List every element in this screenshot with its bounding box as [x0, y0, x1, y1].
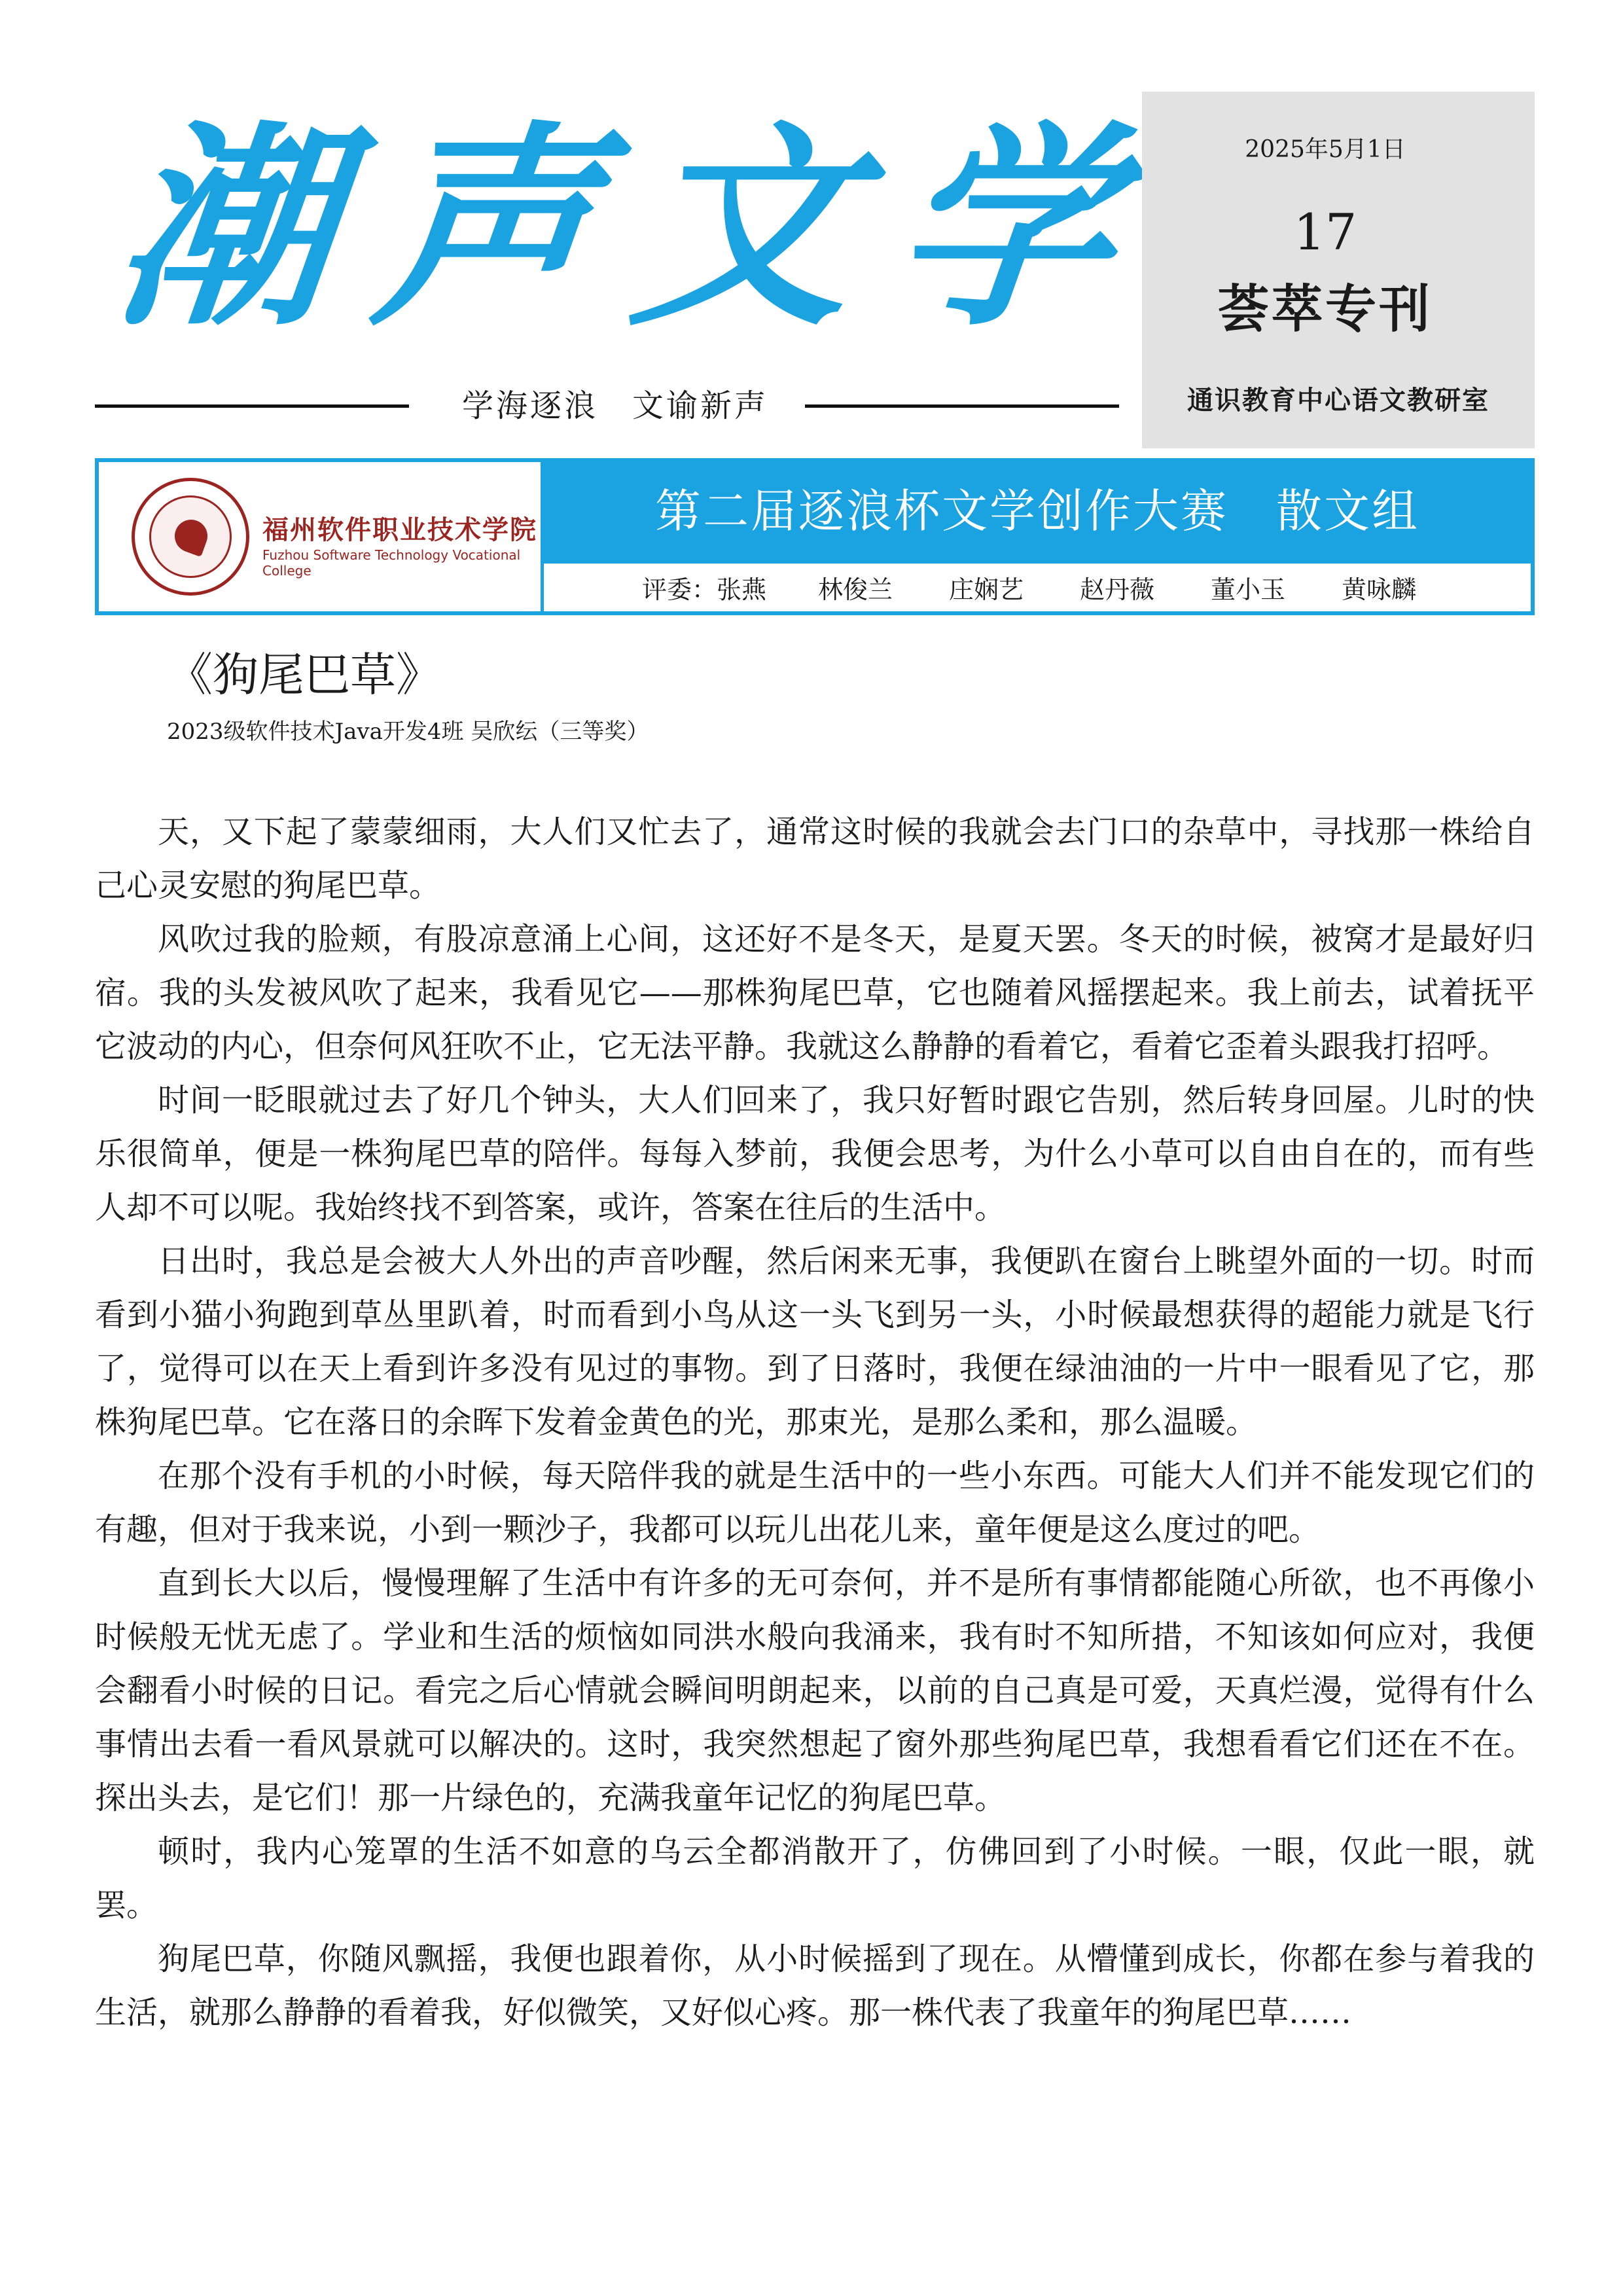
body-paragraph: 时间一眨眼就过去了好几个钟头，大人们回来了，我只好暂时跟它告别，然后转身回屋。儿时的快乐很简单，便是一株狗尾巴草的陪伴。每每入梦前，我便会思考，为什么小草可以自由自在的，而有些人却不可以呢。我始终找不到答案，或许，答案在往后的生活中。: [95, 1082, 1535, 1226]
masthead-char: 学: [883, 103, 1126, 355]
seal-emblem-icon: [170, 515, 212, 557]
slogan-row: [95, 380, 1116, 432]
judge-name: 董小玉: [1211, 575, 1286, 604]
body-paragraph: 直到长大以后，慢慢理解了生活中有许多的无可奈何，并不是所有事情都能随心所欲，也不再像小时候般无忧无虑了。学业和生活的烦恼如同洪水般向我涌来，我有时不知所措，不知该如何应对，我便会翻看小时候的日记。看完之后心情就会瞬间明朗起来，以前的自己真是可爱，天真烂漫，觉得有什么事情出去看一看风景就可以解决的。这时，我突然想起了窗外那些狗尾巴草，我想看看它们还在不在。探出头去，是它们！那一片绿色的，充满我童年记忆的狗尾巴草。: [95, 1565, 1535, 1816]
college-seal-icon: [132, 478, 249, 596]
judge-name: 林俊兰: [818, 575, 893, 604]
body-paragraph: 日出时，我总是会被大人外出的声音吵醒，然后闲来无事，我便趴在窗台上眺望外面的一切。时而看到小猫小狗跑到草丛里趴着，时而看到小鸟从这一头飞到另一头，小时候最想获得的超能力就是飞行了，觉得可以在天上看到许多没有见过的事物。到了日落时，我便在绿油油的一片中一眼看见了它，那株狗尾巴草。它在落日的余晖下发着金黄色的光，那束光，是那么柔和，那么温暖。: [95, 1243, 1535, 1441]
body-paragraph: 顿时，我内心笼罩的生活不如意的乌云全都消散开了，仿佛回到了小时候。一眼，仅此一眼，就罢。: [95, 1833, 1535, 1924]
issue-date: 2025年5月1日: [1245, 136, 1406, 163]
divider-line: [95, 404, 409, 408]
seal-inner-ring: [149, 495, 232, 578]
issue-number: 17: [1293, 203, 1357, 261]
masthead-char: 潮: [104, 103, 348, 355]
contest-title: 第二届逐浪杯文学创作大赛 散文组: [544, 462, 1531, 560]
college-name-en: Fuzhou Software Technology Vocational College: [262, 547, 521, 579]
masthead-char: 声: [364, 103, 607, 355]
judge-name: 庄娴艺: [949, 575, 1024, 604]
judges-label: 评委：: [642, 575, 717, 604]
college-name: 福州软件职业技术学院: [262, 515, 537, 545]
masthead-char: 文: [624, 103, 866, 355]
contest-banner: [95, 458, 1535, 615]
body-paragraph: 狗尾巴草，你随风飘摇，我便也跟着你，从小时候摇到了现在。从懵懂到成长，你都在参与着我的生活，就那么静静的看着我，好似微笑，又好似心疼。那一株代表了我童年的狗尾巴草……: [95, 1941, 1535, 2031]
body-paragraph: 风吹过我的脸颊，有股凉意涌上心间，这还好不是冬天，是夏天罢。冬天的时候，被窝才是最好归宿。我的头发被风吹了起来，我看见它——那株狗尾巴草，它也随着风摇摆起来。我上前去，试着抚平它波动的内心，但奈何风狂吹不止，它无法平静。我就这么静静的看着它，看着它歪着头跟我打招呼。: [95, 921, 1535, 1065]
masthead-title: [104, 98, 1126, 360]
issue-info-box: [1142, 92, 1535, 448]
judges-row: [544, 564, 1531, 611]
article-body: [95, 805, 1535, 2039]
judge-name: 张燕: [717, 575, 767, 604]
issue-org: 通识教育中心语文教研室: [1187, 385, 1489, 416]
issue-kind: 荟萃专刊: [1217, 279, 1433, 339]
divider-line: [805, 404, 1119, 408]
body-paragraph: 天，又下起了蒙蒙细雨，大人们又忙去了，通常这时候的我就会去门口的杂草中，寻找那一株给自己心灵安慰的狗尾巴草。: [95, 814, 1535, 904]
college-logo-cell: [99, 462, 544, 611]
judge-name: 赵丹薇: [1080, 575, 1155, 604]
article-byline: 2023级软件技术Java开发4班 吴欣纭（三等奖）: [167, 719, 649, 745]
body-paragraph: 在那个没有手机的小时候，每天陪伴我的就是生活中的一些小东西。可能大人们并不能发现它们的有趣，但对于我来说，小到一颗沙子，我都可以玩儿出花儿来，童年便是这么度过的吧。: [95, 1458, 1535, 1548]
article-title: 《狗尾巴草》: [167, 648, 442, 702]
judge-name: 黄咏麟: [1342, 575, 1417, 604]
slogan: 学海逐浪 文谕新声: [461, 387, 768, 424]
